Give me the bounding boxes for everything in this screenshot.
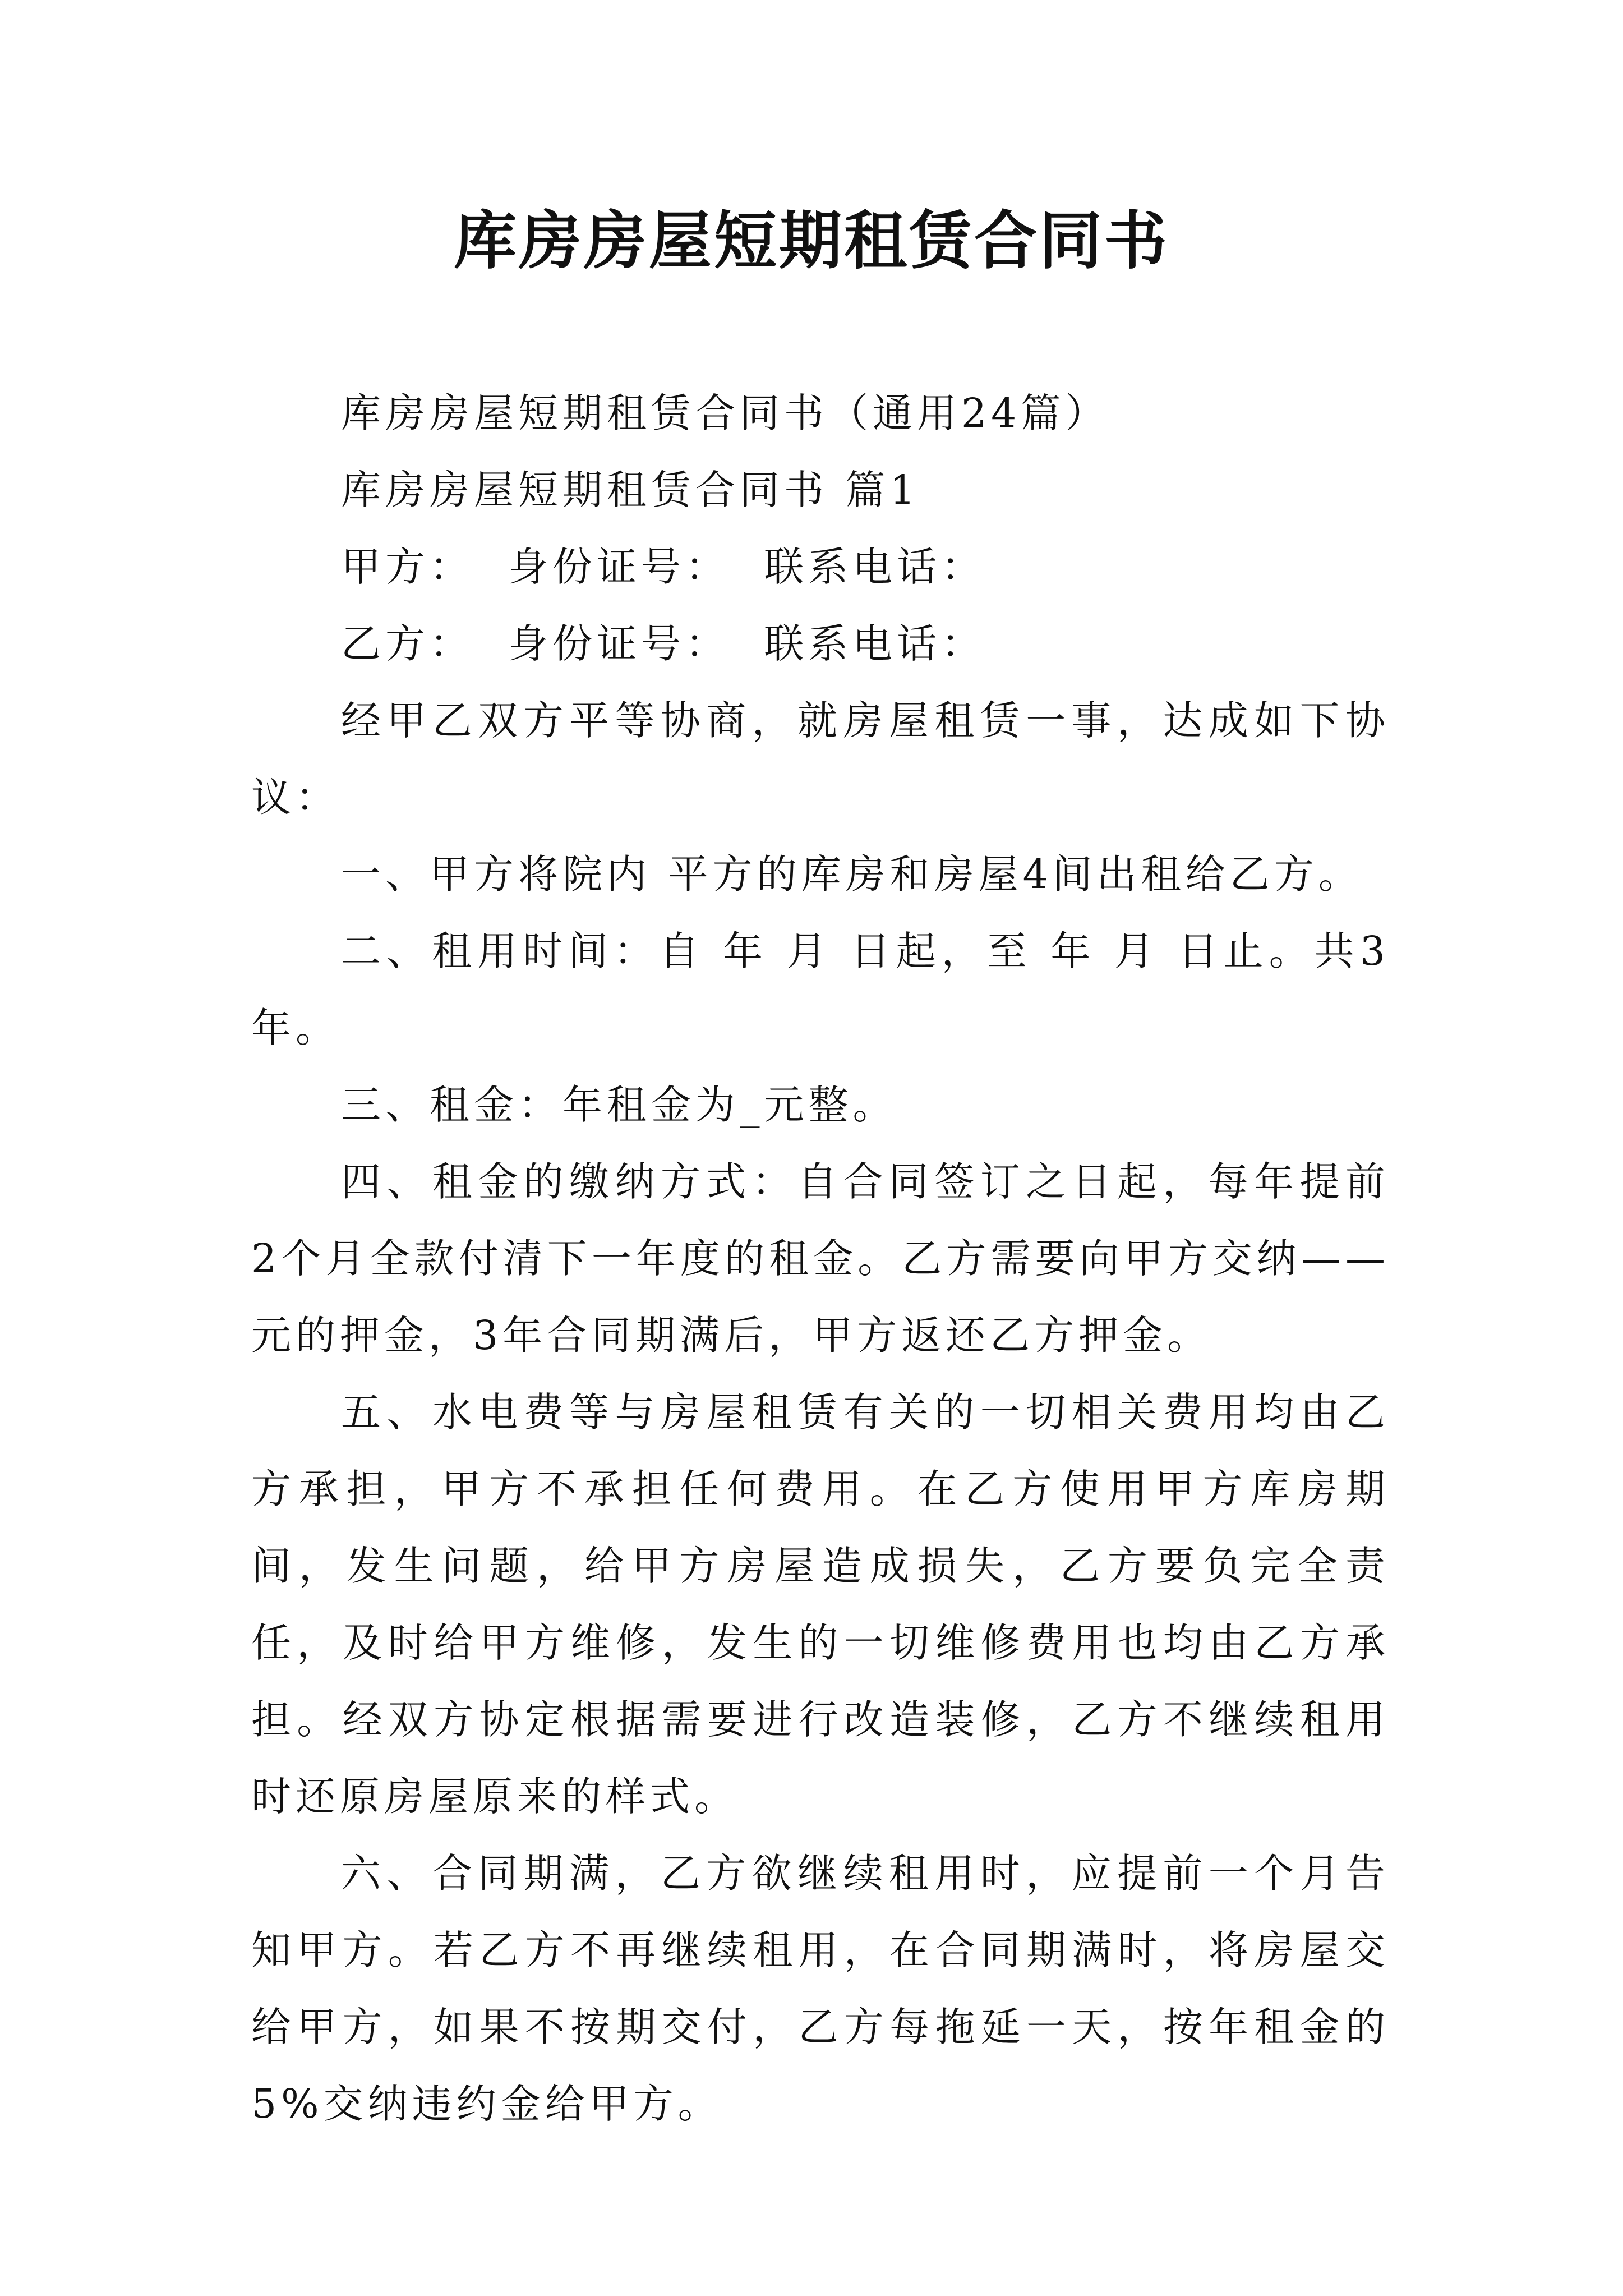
paragraph-clause-5: 五、水电费等与房屋租赁有关的一切相关费用均由乙方承担，甲方不承担任何费用。在乙方使用甲方库房期间，发生问题，给甲方房屋造成损失，乙方要负完全责任，及时给甲方维修，发生的一切维修费用也均由乙方承担。经双方协定根据需要进行改造装修，乙方不继续租用时还原房屋原来的样式。 xyxy=(251,1389,1390,1820)
paragraph-part-heading: 库房房屋短期租赁合同书 篇1 xyxy=(341,467,920,513)
document-body xyxy=(251,375,1390,2142)
document-title: 库房房屋短期租赁合同书 xyxy=(454,204,1169,278)
paragraph-party-b: 乙方： 身份证号： 联系电话： xyxy=(341,620,986,667)
paragraph-clause-6: 六、合同期满，乙方欲继续租用时，应提前一个月告知甲方。若乙方不再继续租用，在合同期满时，将房屋交给甲方，如果不按期交付，乙方每拖延一天，按年租金的5%交纳违约金给甲方。 xyxy=(251,1850,1390,2127)
paragraph-clause-4: 四、租金的缴纳方式：自合同签订之日起，每年提前2个月全款付清下一年度的租金。乙方需要向甲方交纳——元的押金，3年合同期满后，甲方返还乙方押金。 xyxy=(251,1158,1390,1359)
paragraph-party-a: 甲方： 身份证号： 联系电话： xyxy=(341,544,986,590)
paragraph-series-title: 库房房屋短期租赁合同书（通用24篇） xyxy=(341,390,1110,436)
paragraph-clause-2: 二、租用时间：自 年 月 日起，至 年 月 日止。共3年。 xyxy=(251,928,1390,1051)
paragraph-preamble: 经甲乙双方平等协商，就房屋租赁一事，达成如下协议： xyxy=(251,697,1390,821)
paragraph-clause-3: 三、租金：年租金为_元整。 xyxy=(341,1082,897,1128)
paragraph-clause-1: 一、甲方将院内 平方的库房和房屋4间出租给乙方。 xyxy=(341,851,1363,898)
